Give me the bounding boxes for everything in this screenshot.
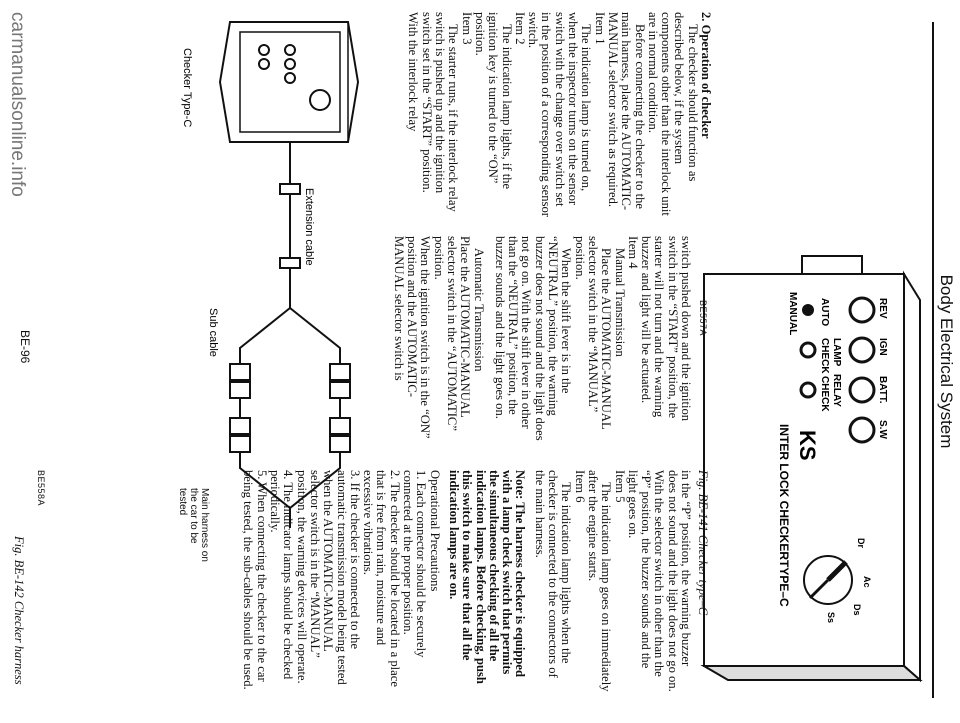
item-5: Item 5	[612, 470, 627, 503]
col3-p2: The indication lamp goes on immediately after the engine starts.	[585, 470, 614, 692]
item-4: Item 4	[625, 236, 640, 269]
precaution-2: 2. The checker should be located in a place that is free from rain, moisture and excessive vibrations.	[361, 470, 402, 687]
label-sw: S.W	[877, 420, 888, 439]
label-check2: CHECK	[819, 376, 830, 412]
harness-note: Note: The harness checker is equipped with a lamp check switch that permits the simultaneous checking of all the indication lamps. Before checking, push this switch to make sure that all the indication lamps are on.	[446, 470, 528, 684]
page-number: BE-96	[18, 330, 32, 364]
precaution-1: 1. Each connector should be securely connected at the proper position.	[401, 470, 429, 658]
column-1	[406, 12, 712, 218]
label-rev: REV	[877, 298, 888, 319]
lamp-batt	[850, 378, 874, 402]
col2-p4: Place the AUTOMATIC-MANUAL selector switch in the “AUTOMATIC” position.	[431, 236, 473, 431]
header-rule	[932, 22, 934, 698]
checker-harness-figure	[60, 8, 360, 568]
col2-p2: Place the AUTOMATIC-MANUAL selector switch in the “MANUAL” position.	[572, 236, 614, 430]
col2-p3: When the shift lever is in the “NEUTRAL” position, the warning buzzer does not sound and the light does not go on. With the shift lever in other than the “NEUTRAL” position, the buzzer sounds and the light goes on.	[492, 236, 574, 441]
col1-p4: The indication lamp lights, if the ignition key is turned to the “ON” position.	[472, 12, 514, 190]
lamp-sw	[850, 418, 874, 442]
label-check1: CHECK	[819, 338, 830, 374]
col3-p3: The indication lamp lights when the checker is connected to the connectors of the main harness.	[532, 470, 574, 678]
label-lamp: LAMP	[831, 338, 842, 367]
col3-p1: in the “P” position, the warning buzzer does not sound and the light does not go on. With the selector switch in other than the “P” position, the buzzer sounds and the light goes on.	[625, 470, 693, 692]
precaution-4: 4. The indicator lamps should be checked periodically.	[268, 470, 296, 680]
lamp-ign	[850, 338, 874, 362]
relay-check-switch	[801, 383, 815, 397]
page-header-title: Body Electrical System	[937, 274, 956, 449]
section-heading: 2. Operation of checker	[699, 12, 713, 139]
col2-p5: When the ignition switch is in the “ON” position and the AUTOMATIC-MANUAL selector switch is	[391, 236, 433, 439]
main-harness-label: Main harness on the car to be tested	[177, 488, 210, 562]
checker-face-outline	[704, 274, 904, 666]
checker-name: INTER LOCK CHECKERTYPE–C	[777, 424, 791, 607]
checker-type-c-figure	[692, 240, 924, 710]
col1-p2: Before connecting the checker to the main harness, place the AUTOMATIC-MANUAL selector switch as required.	[605, 12, 647, 211]
brand-logo: KS	[795, 430, 820, 461]
figure2-code: BE558A	[36, 470, 46, 507]
label-manual: MANUAL	[787, 292, 798, 336]
connector-bottom-right	[230, 418, 250, 452]
operational-precautions-heading: Operational Precautions	[427, 470, 442, 592]
figure2-caption: Fig. BE-142 Checker harness	[12, 536, 26, 685]
ext-plug-right	[280, 258, 300, 268]
col2-p1: switch pushed down and the ignition switch in the “START” position, the starter will not turn and the warning buzzer and light will be actuated.	[639, 236, 693, 422]
extension-label: Extension cable	[303, 188, 315, 266]
manual-transmission-heading: Manual Transmission	[612, 248, 627, 357]
checker-top-edge	[904, 274, 920, 680]
label-auto: AUTO	[819, 298, 830, 327]
figure1-code: BE557A	[698, 300, 708, 337]
item-3: Item 3	[459, 12, 474, 45]
sub-cable-loop	[240, 308, 340, 508]
checker-connector-block	[802, 256, 862, 274]
sub-cable-label: Sub cable	[207, 308, 219, 357]
checker-box-drawing	[220, 22, 358, 142]
column-2	[391, 236, 692, 446]
watermark: carmanualsonline.info	[7, 12, 28, 197]
checker-side-edge	[704, 666, 920, 680]
main-harness-label-wrap	[160, 488, 210, 568]
item-2: Item 2	[512, 12, 527, 45]
label-relay: RELAY	[831, 374, 842, 407]
ext-plug-left	[280, 184, 300, 194]
lamp-rev	[850, 298, 874, 322]
dial-ss: Ss	[826, 612, 836, 624]
item-1: Item 1	[592, 12, 607, 45]
col1-p3: The indication lamp is turned on, when the inspector turns on the sensor switch with the change over switch set in the position of a corresponding sensor switch.	[526, 12, 594, 217]
col1-p5: The starter runs, if the interlock relay switch is pushed up and the ignition switch set in the “START” position. With the interlock relay	[406, 12, 461, 212]
selector-switch-knob	[802, 304, 814, 316]
dial-dr: Dr	[856, 538, 866, 549]
precaution-3: 3. If the checker is connected to the automatic transmission model being tested when the AUTOMATIC-MANUAL selector switch is in the “MANUAL” position, the warning devices will operate.	[294, 470, 362, 685]
connector-top-left	[330, 364, 350, 398]
connector-bottom-left	[230, 364, 250, 398]
automatic-transmission-heading: Automatic Transmission	[471, 248, 486, 372]
lamp-check-switch	[801, 343, 815, 357]
label-ign: IGN	[877, 338, 888, 356]
label-batt: BATT.	[877, 376, 888, 404]
checker-label: Checker Type-C	[181, 48, 193, 128]
dial-ds: Ds	[852, 604, 862, 616]
col1-p1: The checker should function as described below, if the system components other than the interlock unit are in normal condition.	[645, 12, 700, 216]
connector-top-right	[330, 418, 350, 452]
precaution-5: 5. When connecting the checker to the car being tested, the sub-cables should be used.	[241, 470, 269, 690]
item-6: Item 6	[572, 470, 587, 503]
dial-ac: Ac	[862, 576, 872, 588]
figure1-caption: Fig. BE-141 Checker type–C	[696, 470, 710, 616]
